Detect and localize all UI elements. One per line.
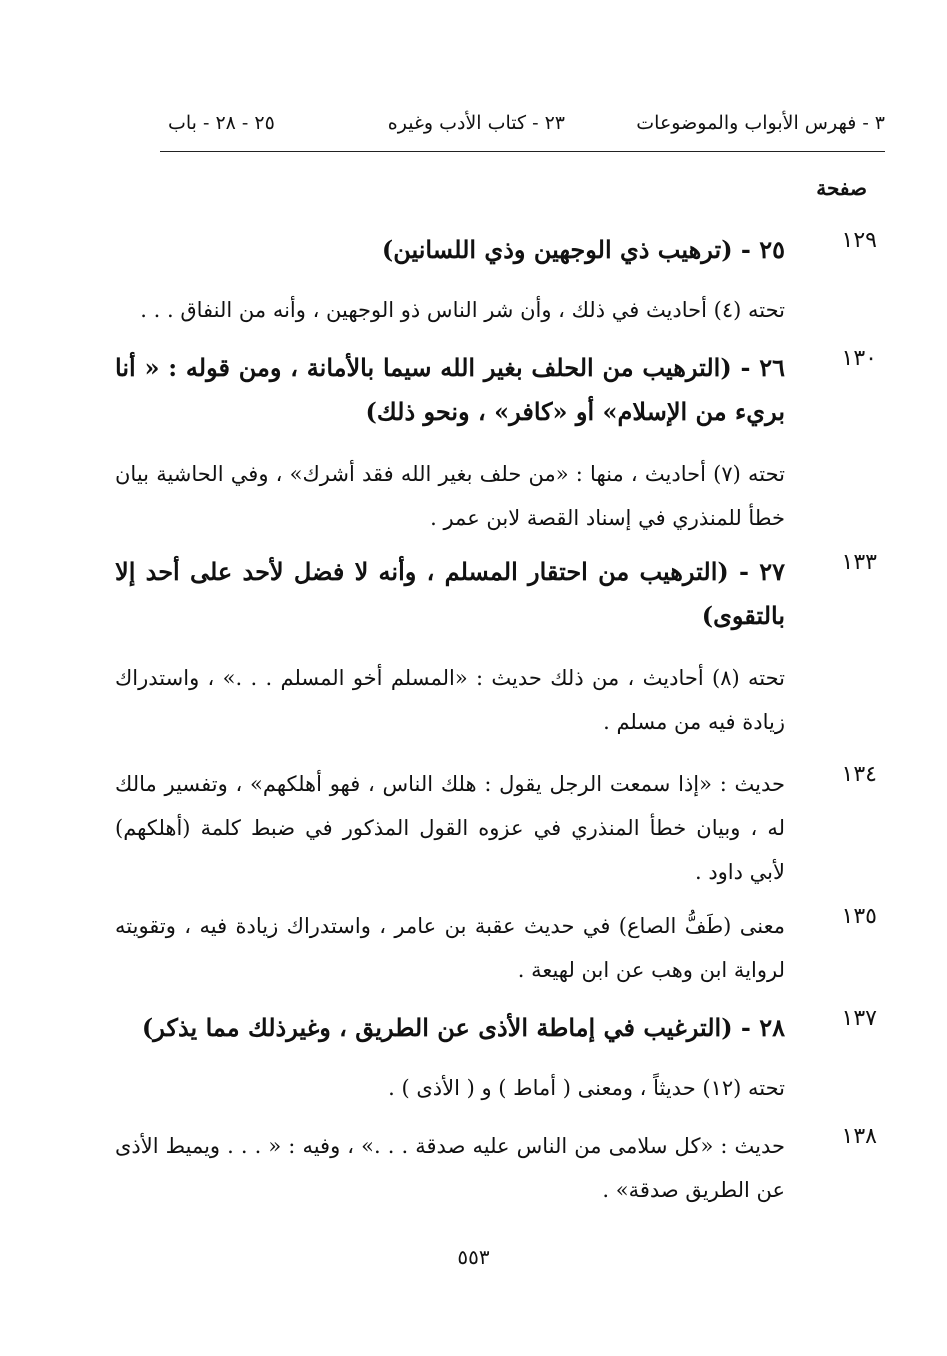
entry-description: تحته (٧) أحاديث ، منها : «من حلف بغير الله فقد أشرك» ، وفي الحاشية بيان خطأ للمنذري في إسناد القصة لابن عمر . <box>115 462 785 530</box>
entry-page-number: ١٣٤ <box>841 762 877 787</box>
entry-page-number: ١٣٧ <box>841 1006 877 1031</box>
header-section-title: ٣ - فهرس الأبواب والموضوعات <box>636 112 885 134</box>
entry-description: تحته (١٢) حديثاً ، ومعنى ( أماط ) و ( الأذى ) . <box>388 1076 785 1100</box>
entry-text: حديث : «إذا سمعت الرجل يقول : هلك الناس ، فهو أهلكهم» ، وتفسير مالك له ، وبيان خطأ المنذري في عزوه القول المذكور في ضبط كلمة (أهلكهم) لأبي داود . <box>115 772 785 884</box>
entry-page-number: ١٣٨ <box>841 1124 877 1149</box>
entry-description: تحته (٨) أحاديث ، من ذلك حديث : «المسلم أخو المسلم . . .» ، واستدراك زيادة فيه من مسلم . <box>115 666 785 734</box>
entry-title: ٢٨ - (الترغيب في إماطة الأذى عن الطريق ، وغيرذلك مما يذكر) <box>141 1013 785 1042</box>
entry-text: معنى (طَفُّ الصاع) في حديث عقبة بن عامر ، واستدراك زيادة فيه ، وتقويته لرواية ابن وهب عن ابن لهيعة . <box>115 914 785 982</box>
header-rule <box>160 151 885 152</box>
header-book-title: ٢٣ - كتاب الأدب وغيره <box>387 112 565 134</box>
entry-description: تحته (٤) أحاديث في ذلك ، وأن شر الناس ذو الوجهين ، وأنه من النفاق . . . <box>140 298 785 322</box>
entry-page-number: ١٣٠ <box>841 346 877 371</box>
page-number: ٥٥٣ <box>457 1245 490 1269</box>
entry-title: ٢٥ - (ترهيب ذي الوجهين وذي اللسانين) <box>381 235 785 264</box>
entry-page-number: ١٢٩ <box>841 228 877 253</box>
entry-text: حديث : «كل سلامى من الناس عليه صدقة . . .» ، وفيه : « . . . ويميط الأذى عن الطريق صدقة» . <box>115 1134 785 1202</box>
page-column-label: صفحة <box>816 176 867 200</box>
entry-title: ٢٧ - (الترهيب من احتقار المسلم ، وأنه لا فضل لأحد على أحد إلا بالتقوى) <box>115 557 785 630</box>
entry-page-number: ١٣٥ <box>841 904 877 929</box>
entry-page-number: ١٣٣ <box>841 550 877 575</box>
entry-title: ٢٦ - (الترهيب من الحلف بغير الله سيما بالأمانة ، ومن قوله : « أنا بريء من الإسلام» أو «كافر» ، ونحو ذلك) <box>115 353 785 426</box>
header-chapter-range: ٢٥ - ٢٨ - باب <box>168 112 275 134</box>
running-header <box>160 112 885 146</box>
